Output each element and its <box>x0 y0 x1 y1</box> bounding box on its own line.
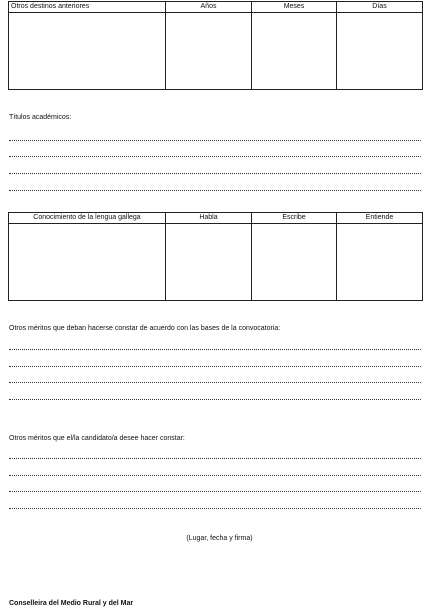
meritos-bases-label: Otros méritos que deban hacerse constar de acuerdo con las bases de la convocatoria: <box>9 325 281 332</box>
signature-label: (Lugar, fecha y firma) <box>186 535 253 542</box>
meritos-bases-line <box>9 349 421 350</box>
meritos-bases-line <box>9 366 421 367</box>
lengua-body-row <box>9 224 423 301</box>
titulos-line <box>9 173 421 174</box>
destinos-table <box>8 1 423 90</box>
meritos-bases-line <box>9 382 421 383</box>
destinos-header-destinos: Otros destinos anteriores <box>9 2 166 13</box>
habla-cell <box>166 224 252 301</box>
meritos-candidato-line <box>9 491 421 492</box>
meritos-candidato-label: Otros méritos que el/la candidato/a desee hacer constar: <box>9 435 185 442</box>
meritos-candidato-line <box>9 475 421 476</box>
destinos-cell <box>9 13 166 90</box>
titulos-line <box>9 190 421 191</box>
titulos-line <box>9 140 421 141</box>
meses-cell <box>252 13 337 90</box>
titulos-line <box>9 156 421 157</box>
lengua-header-row <box>9 213 423 224</box>
lengua-header-conocimiento: Conocimiento de la lengua gallega <box>9 213 166 224</box>
destinos-header-anos: Años <box>166 2 252 13</box>
destinos-header-dias: Días <box>337 2 423 13</box>
escribe-cell <box>252 224 337 301</box>
footer-recipient: Conselleira del Medio Rural y del Mar <box>9 600 134 607</box>
lengua-header-entiende: Entiende <box>337 213 423 224</box>
meritos-bases-line <box>9 399 421 400</box>
lengua-header-escribe: Escribe <box>252 213 337 224</box>
destinos-body-row <box>9 13 423 90</box>
lengua-table <box>8 212 423 301</box>
meritos-candidato-line <box>9 458 421 459</box>
titulos-label: Títulos académicos: <box>9 114 72 121</box>
conocimiento-cell <box>9 224 166 301</box>
entiende-cell <box>337 224 423 301</box>
destinos-header-meses: Meses <box>252 2 337 13</box>
destinos-header-row <box>9 2 423 13</box>
lengua-header-habla: Habla <box>166 213 252 224</box>
meritos-candidato-line <box>9 508 421 509</box>
dias-cell <box>337 13 423 90</box>
anos-cell <box>166 13 252 90</box>
